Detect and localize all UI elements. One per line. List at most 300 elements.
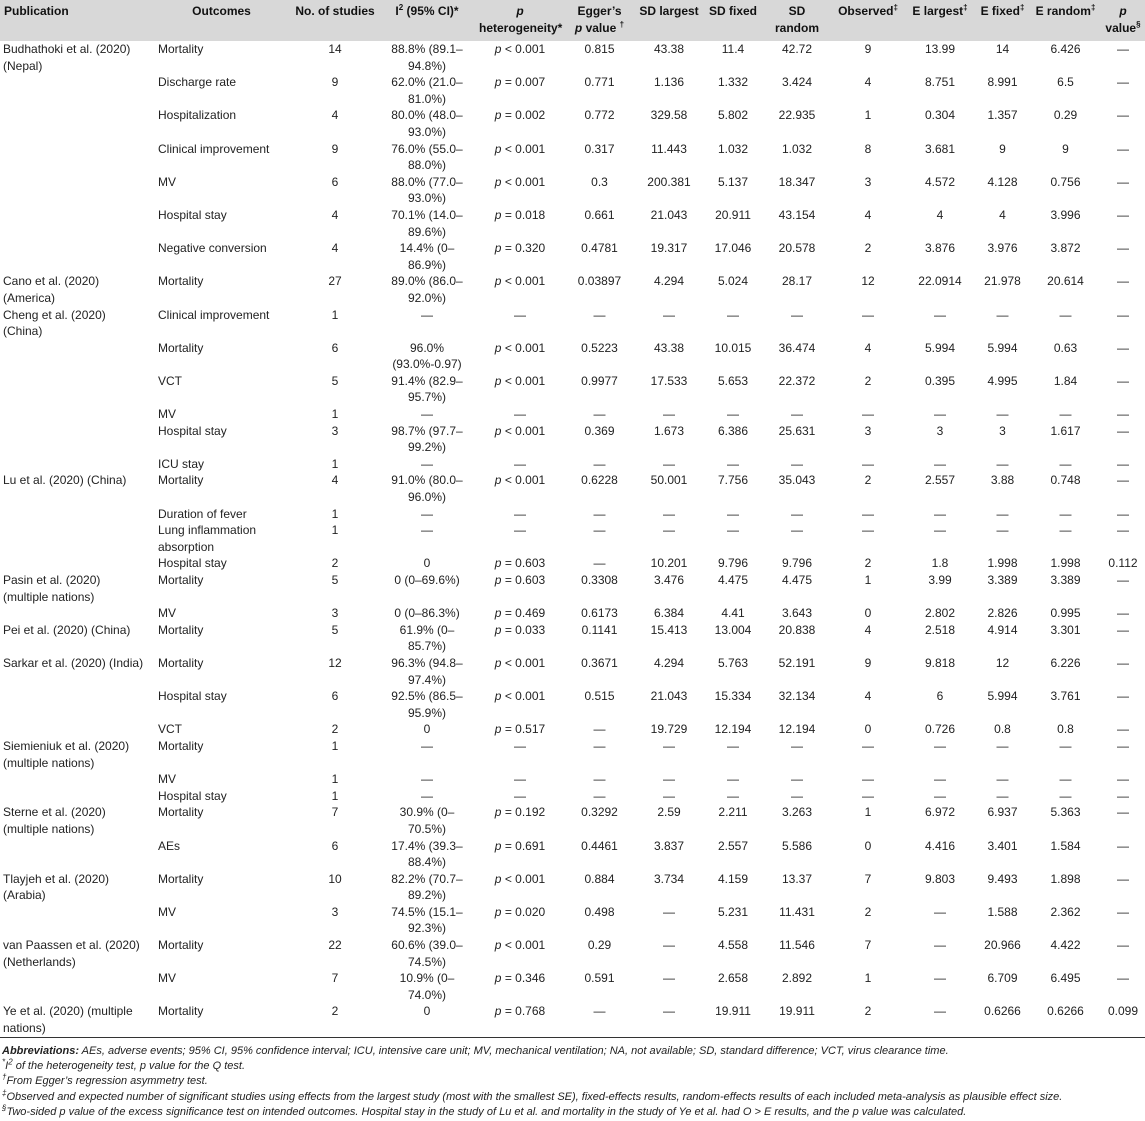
sd-largest-cell: 43.38 xyxy=(653,340,685,355)
sd-fixed-cell: 7.756 xyxy=(717,473,749,488)
table-row xyxy=(0,738,1145,771)
table-row xyxy=(0,273,1145,306)
sd-largest-cell: 19.317 xyxy=(650,241,688,256)
sd-fixed-cell: 19.911 xyxy=(715,1004,751,1019)
egger-cell: 0.661 xyxy=(584,207,615,222)
sd-fixed-cell: 17.046 xyxy=(714,241,752,256)
e-largest-cell: 13.99 xyxy=(924,42,956,56)
e-random-cell: — xyxy=(1059,307,1072,322)
table-row xyxy=(0,406,1145,423)
i2-cell: 0 xyxy=(423,722,431,737)
sd-random-cell: — xyxy=(791,407,803,422)
sd-random-cell: — xyxy=(791,738,803,753)
p-value-cell: — xyxy=(1117,340,1129,355)
e-random-cell: 3.301 xyxy=(1050,622,1081,637)
sd-random-cell: — xyxy=(791,506,803,521)
observed-cell: 2 xyxy=(864,373,872,388)
e-fixed-cell: — xyxy=(996,407,1009,422)
observed-cell: — xyxy=(862,788,874,803)
observed-cell: 2 xyxy=(864,241,872,256)
p-heterogeneity-cell: p < 0.001 xyxy=(494,141,546,156)
sd-random-cell: — xyxy=(791,523,803,538)
sd-largest-cell: — xyxy=(663,506,675,521)
e-random-cell: 1.584 xyxy=(1050,838,1081,853)
e-fixed-cell: — xyxy=(996,307,1009,322)
studies-cell: 22 xyxy=(328,938,342,953)
e-random-cell: 3.761 xyxy=(1050,689,1081,704)
e-fixed-cell: 1.998 xyxy=(987,556,1018,571)
i2-cell: — xyxy=(421,307,433,322)
studies-cell: 3 xyxy=(331,423,339,438)
p-heterogeneity-cell: p = 0.768 xyxy=(494,1004,546,1019)
p-heterogeneity-cell: p = 0.192 xyxy=(494,805,546,820)
sd-random-cell: 20.578 xyxy=(778,241,816,256)
table-footnotes xyxy=(0,1038,1145,1121)
p-heterogeneity-cell: p = 0.033 xyxy=(494,622,546,637)
sd-random-cell: 11.546 xyxy=(779,938,815,953)
sd-random-cell: 20.838 xyxy=(778,622,816,637)
observed-cell: 8 xyxy=(864,141,872,156)
e-fixed-cell: 3.976 xyxy=(987,241,1018,256)
i2-cell: 61.9% (0–85.7%) xyxy=(399,622,455,654)
sd-random-cell: 5.586 xyxy=(781,838,813,853)
sd-random-cell: — xyxy=(791,772,803,787)
studies-cell: 14 xyxy=(328,42,342,56)
e-largest-cell: 8.751 xyxy=(924,75,956,90)
table-row xyxy=(0,472,1145,505)
p-value-cell: — xyxy=(1117,938,1129,953)
studies-cell: 9 xyxy=(331,75,339,90)
e-fixed-cell: 20.966 xyxy=(984,938,1021,953)
studies-cell: 9 xyxy=(331,141,339,156)
sd-random-cell: 22.935 xyxy=(778,108,816,123)
publication-cell xyxy=(0,721,150,738)
egger-cell: — xyxy=(593,556,606,571)
sd-fixed-cell: 2.658 xyxy=(717,971,749,986)
p-value-cell: — xyxy=(1117,456,1129,471)
studies-cell: 1 xyxy=(331,407,339,422)
studies-cell: 1 xyxy=(331,523,339,538)
sd-largest-cell: 1.136 xyxy=(653,75,685,90)
egger-cell: 0.4461 xyxy=(581,838,618,853)
outcome-cell: Hospital stay xyxy=(158,788,227,803)
e-largest-cell: 2.557 xyxy=(924,473,956,488)
outcome-cell: VCT xyxy=(158,373,182,388)
p-value-cell: — xyxy=(1117,42,1129,56)
sd-largest-cell: 4.294 xyxy=(653,274,685,289)
sd-fixed-cell: 2.211 xyxy=(718,805,748,820)
e-largest-cell: 3.99 xyxy=(928,573,952,587)
p-heterogeneity-cell: p < 0.001 xyxy=(494,938,546,953)
i2-cell: — xyxy=(421,788,433,803)
i2-cell: 91.0% (80.0–96.0%) xyxy=(391,473,463,505)
i2-cell: — xyxy=(421,407,433,422)
p-value-cell: 0.112 xyxy=(1108,556,1138,571)
p-heterogeneity-cell: p < 0.001 xyxy=(494,473,546,488)
header-e-fixed: E fixed‡ xyxy=(975,0,1030,41)
p-heterogeneity-cell: p < 0.001 xyxy=(494,871,546,886)
p-value-cell: — xyxy=(1117,772,1129,787)
e-largest-cell: 9.818 xyxy=(924,655,956,670)
i2-cell: 30.9% (0–70.5%) xyxy=(399,805,455,836)
e-random-cell: 0.8 xyxy=(1057,722,1074,737)
header-no-studies: No. of studies xyxy=(292,0,378,41)
e-fixed-cell: 5.994 xyxy=(987,689,1018,704)
egger-cell: 0.03897 xyxy=(577,274,622,289)
e-fixed-cell: 12 xyxy=(995,655,1010,670)
e-fixed-cell: 4.914 xyxy=(987,622,1018,637)
outcome-cell: Mortality xyxy=(158,938,204,953)
observed-cell: 4 xyxy=(864,622,872,637)
p-value-cell: — xyxy=(1117,307,1129,322)
i2-cell: 10.9% (0–74.0%) xyxy=(399,971,455,1002)
publication-cell xyxy=(0,406,150,423)
sd-fixed-cell: 1.332 xyxy=(717,75,749,90)
egger-cell: — xyxy=(593,407,606,422)
footnote-abbreviations: Abbreviations: AEs, adverse events; 95% CI, 95% confidence interval; ICU, intensive care unit; MV, mechanical ventilation; NA, not available; SD, standard difference; VCT, virus clearance time. xyxy=(2,1044,949,1057)
studies-cell: 5 xyxy=(331,622,339,637)
p-heterogeneity-cell: p = 0.007 xyxy=(494,75,546,90)
e-random-cell: 20.614 xyxy=(1047,274,1084,289)
e-largest-cell: 4.416 xyxy=(924,838,956,853)
sd-fixed-cell: — xyxy=(727,407,739,422)
observed-cell: 7 xyxy=(864,871,872,886)
outcome-cell: Mortality xyxy=(158,340,204,355)
observed-cell: 4 xyxy=(864,340,872,355)
e-fixed-cell: 21.978 xyxy=(984,274,1021,289)
observed-cell: 4 xyxy=(864,75,872,90)
e-random-cell: 6.426 xyxy=(1050,42,1081,56)
p-value-cell: — xyxy=(1117,573,1129,587)
e-random-cell: — xyxy=(1059,788,1072,803)
p-value-cell: — xyxy=(1117,904,1129,919)
sd-fixed-cell: 5.024 xyxy=(717,274,749,289)
studies-cell: 6 xyxy=(331,340,339,355)
sd-random-cell: 19.911 xyxy=(779,1004,815,1019)
outcome-cell: Hospital stay xyxy=(158,207,227,222)
i2-cell: 91.4% (82.9–95.7%) xyxy=(391,373,463,405)
egger-cell: 0.1141 xyxy=(581,622,618,637)
i2-cell: 0 (0–69.6%) xyxy=(394,573,460,587)
p-heterogeneity-cell: p = 0.020 xyxy=(494,904,546,919)
e-random-cell: 1.84 xyxy=(1053,373,1078,388)
studies-cell: 6 xyxy=(331,174,339,189)
e-fixed-cell: 1.357 xyxy=(987,108,1018,123)
e-largest-cell: 1.8 xyxy=(931,556,949,571)
sd-fixed-cell: 1.032 xyxy=(717,141,749,156)
observed-cell: 1 xyxy=(864,805,872,820)
egger-cell: — xyxy=(593,722,606,737)
header-egger: Egger’s p value † xyxy=(564,0,635,41)
e-fixed-cell: — xyxy=(996,738,1009,753)
i2-cell: — xyxy=(421,738,433,753)
p-value-cell: — xyxy=(1117,523,1129,538)
i2-cell: 88.8% (89.1–94.8%) xyxy=(391,42,463,73)
e-fixed-cell: — xyxy=(996,772,1009,787)
publication-cell xyxy=(0,506,150,523)
publication-cell xyxy=(0,207,150,240)
e-largest-cell: 3 xyxy=(936,423,944,438)
sd-random-cell: 35.043 xyxy=(778,473,816,488)
egger-cell: 0.5223 xyxy=(581,340,618,355)
egger-cell: — xyxy=(593,506,606,521)
footnote-4: §Two-sided p value of the excess significance test on intended outcomes. Hospital stay in the study of Lu et al. and mortality in the study of Ye et al. had O > E results, and the p value was calculated. xyxy=(2,1103,967,1119)
table-row xyxy=(0,74,1145,107)
studies-cell: 1 xyxy=(331,456,339,471)
studies-cell: 4 xyxy=(331,241,339,256)
i2-cell: — xyxy=(421,772,433,787)
sd-random-cell: 3.643 xyxy=(781,606,813,621)
outcome-cell: MV xyxy=(158,606,176,621)
egger-cell: — xyxy=(593,788,606,803)
sd-largest-cell: — xyxy=(663,788,675,803)
e-largest-cell: — xyxy=(934,938,946,953)
e-random-cell: — xyxy=(1059,456,1072,471)
e-largest-cell: 0.395 xyxy=(924,373,956,388)
sd-largest-cell: — xyxy=(663,407,675,422)
outcome-cell: Mortality xyxy=(158,473,204,488)
egger-cell: — xyxy=(593,523,606,538)
outcome-cell: Clinical improvement xyxy=(158,141,270,156)
sd-fixed-cell: — xyxy=(727,506,739,521)
sd-largest-cell: 3.837 xyxy=(653,838,685,853)
e-largest-cell: — xyxy=(934,506,946,521)
e-random-cell: 4.422 xyxy=(1050,938,1081,953)
e-random-cell: — xyxy=(1059,506,1072,521)
publication-cell: Sarkar et al. (2020) (India) xyxy=(3,655,144,670)
table-row xyxy=(0,572,1145,605)
header-sd-largest: SD largest xyxy=(635,0,703,41)
p-heterogeneity-cell: p < 0.001 xyxy=(494,174,546,189)
e-fixed-cell: — xyxy=(996,788,1009,803)
p-value-cell: — xyxy=(1117,141,1129,156)
studies-cell: 7 xyxy=(331,805,339,820)
studies-cell: 7 xyxy=(331,971,339,986)
outcome-cell: Mortality xyxy=(158,573,204,587)
publication-cell xyxy=(0,688,150,721)
e-fixed-cell: 0.6266 xyxy=(984,1004,1021,1019)
table-row xyxy=(0,804,1145,837)
i2-cell: 0 (0–86.3%) xyxy=(394,606,460,621)
studies-cell: 2 xyxy=(331,556,339,571)
outcome-cell: MV xyxy=(158,407,176,422)
p-value-cell: — xyxy=(1117,274,1129,289)
e-fixed-cell: 5.994 xyxy=(987,340,1018,355)
sd-fixed-cell: 11.4 xyxy=(721,42,745,56)
i2-cell: 80.0% (48.0–93.0%) xyxy=(391,108,463,139)
e-largest-cell: 2.518 xyxy=(924,622,956,637)
publication-cell xyxy=(0,373,150,406)
sd-random-cell: 11.431 xyxy=(779,904,815,919)
egger-cell: 0.498 xyxy=(584,904,615,919)
e-fixed-cell: 6.709 xyxy=(987,971,1018,986)
i2-cell: 70.1% (14.0–89.6%) xyxy=(391,207,463,239)
observed-cell: — xyxy=(862,456,874,471)
e-largest-cell: 3.876 xyxy=(924,241,956,256)
p-heterogeneity-cell: p < 0.001 xyxy=(494,423,546,438)
publication-cell: Pasin et al. (2020) (multiple nations) xyxy=(3,573,101,604)
sd-largest-cell: — xyxy=(663,1004,675,1019)
e-random-cell: 3.389 xyxy=(1050,573,1081,587)
studies-cell: 5 xyxy=(331,573,339,587)
sd-random-cell: 12.194 xyxy=(778,722,816,737)
p-heterogeneity-cell: — xyxy=(514,788,526,803)
e-largest-cell: 0.726 xyxy=(924,722,956,737)
sd-fixed-cell: — xyxy=(727,772,739,787)
egger-cell: 0.6173 xyxy=(581,606,618,621)
sd-fixed-cell: 15.334 xyxy=(714,689,752,704)
e-largest-cell: 6.972 xyxy=(924,805,956,820)
studies-cell: 1 xyxy=(331,738,339,753)
p-value-cell: — xyxy=(1117,655,1129,670)
publication-cell xyxy=(0,141,150,174)
studies-cell: 4 xyxy=(331,473,339,488)
sd-random-cell: — xyxy=(791,307,803,322)
p-value-cell: — xyxy=(1117,738,1129,753)
sd-fixed-cell: 5.137 xyxy=(717,174,749,189)
studies-cell: 1 xyxy=(331,772,339,787)
sd-largest-cell: 200.381 xyxy=(647,174,691,189)
studies-cell: 6 xyxy=(331,689,339,704)
studies-cell: 4 xyxy=(331,207,339,222)
table-row xyxy=(0,904,1145,937)
observed-cell: 12 xyxy=(861,274,875,289)
i2-cell: 76.0% (55.0–88.0%) xyxy=(391,141,463,173)
e-random-cell: 9 xyxy=(1062,141,1069,156)
studies-cell: 12 xyxy=(328,655,342,670)
sd-fixed-cell: — xyxy=(727,738,739,753)
p-value-cell: — xyxy=(1117,373,1129,388)
observed-cell: — xyxy=(862,307,874,322)
p-value-cell: — xyxy=(1117,207,1129,222)
table-row xyxy=(0,555,1145,572)
table-row xyxy=(0,655,1145,688)
e-random-cell: 0.995 xyxy=(1050,606,1081,621)
publication-cell xyxy=(0,423,150,456)
e-random-cell: 6.226 xyxy=(1050,655,1081,670)
sd-random-cell: 2.892 xyxy=(781,971,813,986)
e-random-cell: 1.898 xyxy=(1050,871,1081,886)
publication-cell: Budhathoki et al. (2020) (Nepal) xyxy=(3,42,131,73)
table-row xyxy=(0,1003,1145,1036)
table-row xyxy=(0,373,1145,406)
p-value-cell: — xyxy=(1117,788,1129,803)
sd-largest-cell: 43.38 xyxy=(653,42,685,56)
p-heterogeneity-cell: — xyxy=(514,307,526,322)
sd-fixed-cell: 4.558 xyxy=(717,938,749,953)
studies-cell: 1 xyxy=(331,788,339,803)
table-row xyxy=(0,788,1145,805)
e-fixed-cell: — xyxy=(996,456,1009,471)
observed-cell: — xyxy=(862,407,874,422)
p-heterogeneity-cell: p = 0.018 xyxy=(494,207,546,222)
table-row xyxy=(0,207,1145,240)
sd-largest-cell: 19.729 xyxy=(650,722,688,737)
e-random-cell: 0.63 xyxy=(1053,340,1078,355)
e-fixed-cell: — xyxy=(996,506,1009,521)
sd-fixed-cell: 10.015 xyxy=(714,340,752,355)
sd-largest-cell: — xyxy=(663,738,675,753)
studies-cell: 3 xyxy=(331,606,339,621)
e-random-cell: 0.748 xyxy=(1050,473,1081,488)
studies-cell: 2 xyxy=(331,722,339,737)
publication-cell xyxy=(0,788,150,805)
egger-cell: 0.6228 xyxy=(581,473,618,488)
egger-cell: 0.3671 xyxy=(581,655,618,670)
p-heterogeneity-cell: p < 0.001 xyxy=(494,373,546,388)
sd-fixed-cell: — xyxy=(727,788,739,803)
table-row xyxy=(0,771,1145,788)
egger-cell: 0.515 xyxy=(584,689,615,704)
sd-fixed-cell: 5.231 xyxy=(717,904,749,919)
p-value-cell: — xyxy=(1117,971,1129,986)
sd-largest-cell: 50.001 xyxy=(650,473,688,488)
p-heterogeneity-cell: p < 0.001 xyxy=(494,689,546,704)
p-value-cell: — xyxy=(1117,722,1129,737)
outcome-cell: Clinical improvement xyxy=(158,307,270,322)
sd-fixed-cell: 13.004 xyxy=(714,622,752,637)
i2-cell: 0 xyxy=(423,1004,431,1019)
sd-largest-cell: 3.476 xyxy=(653,573,685,587)
sd-random-cell: 18.347 xyxy=(778,174,816,189)
outcome-cell: Hospital stay xyxy=(158,556,227,571)
studies-cell: 6 xyxy=(331,838,339,853)
p-value-cell: — xyxy=(1117,241,1129,256)
egger-cell: 0.815 xyxy=(584,42,615,56)
e-largest-cell: — xyxy=(934,307,946,322)
e-random-cell: 0.6266 xyxy=(1047,1004,1084,1019)
observed-cell: 3 xyxy=(864,423,872,438)
i2-cell: 17.4% (39.3–88.4%) xyxy=(391,838,463,870)
e-random-cell: 1.998 xyxy=(1050,556,1081,571)
sd-largest-cell: 1.673 xyxy=(653,423,685,438)
sd-random-cell: 3.424 xyxy=(781,75,813,90)
p-heterogeneity-cell: p = 0.346 xyxy=(494,971,546,986)
p-value-cell: 0.099 xyxy=(1107,1004,1139,1019)
p-heterogeneity-cell: p < 0.001 xyxy=(494,655,546,670)
publication-cell xyxy=(0,107,150,140)
e-largest-cell: 22.0914 xyxy=(918,274,962,289)
sd-random-cell: 9.796 xyxy=(781,556,813,571)
header-sd-fixed: SD fixed xyxy=(703,0,763,41)
header-row xyxy=(0,0,1145,41)
e-random-cell: 0.756 xyxy=(1050,174,1081,189)
table-body xyxy=(0,41,1145,1037)
p-heterogeneity-cell: — xyxy=(514,506,526,521)
i2-cell: 96.3% (94.8–97.4%) xyxy=(391,655,463,687)
observed-cell: 4 xyxy=(864,689,872,704)
publication-cell: Ye et al. (2020) (multiple nations) xyxy=(3,1004,133,1036)
sd-largest-cell: — xyxy=(663,971,675,986)
e-fixed-cell: 0.8 xyxy=(994,722,1011,737)
observed-cell: — xyxy=(862,523,874,538)
e-largest-cell: 3.681 xyxy=(924,141,956,156)
publication-cell: van Paassen et al. (2020) (Netherlands) xyxy=(3,938,140,969)
sd-largest-cell: — xyxy=(663,307,675,322)
header-sd-random: SD random xyxy=(763,0,831,41)
sd-random-cell: 36.474 xyxy=(778,340,816,355)
e-fixed-cell: — xyxy=(996,523,1009,538)
p-value-cell: — xyxy=(1117,473,1129,488)
outcome-cell: Lung inflammation absorption xyxy=(158,523,257,554)
p-heterogeneity-cell: — xyxy=(514,456,526,471)
outcome-cell: Mortality xyxy=(158,1004,204,1019)
e-random-cell: 2.362 xyxy=(1050,904,1081,919)
p-heterogeneity-cell: p = 0.320 xyxy=(494,241,546,256)
header-i2: $I^2$ (95% CI)* xyxy=(378,0,476,41)
outcome-cell: Mortality xyxy=(158,805,204,820)
sd-fixed-cell: 6.386 xyxy=(717,423,749,438)
